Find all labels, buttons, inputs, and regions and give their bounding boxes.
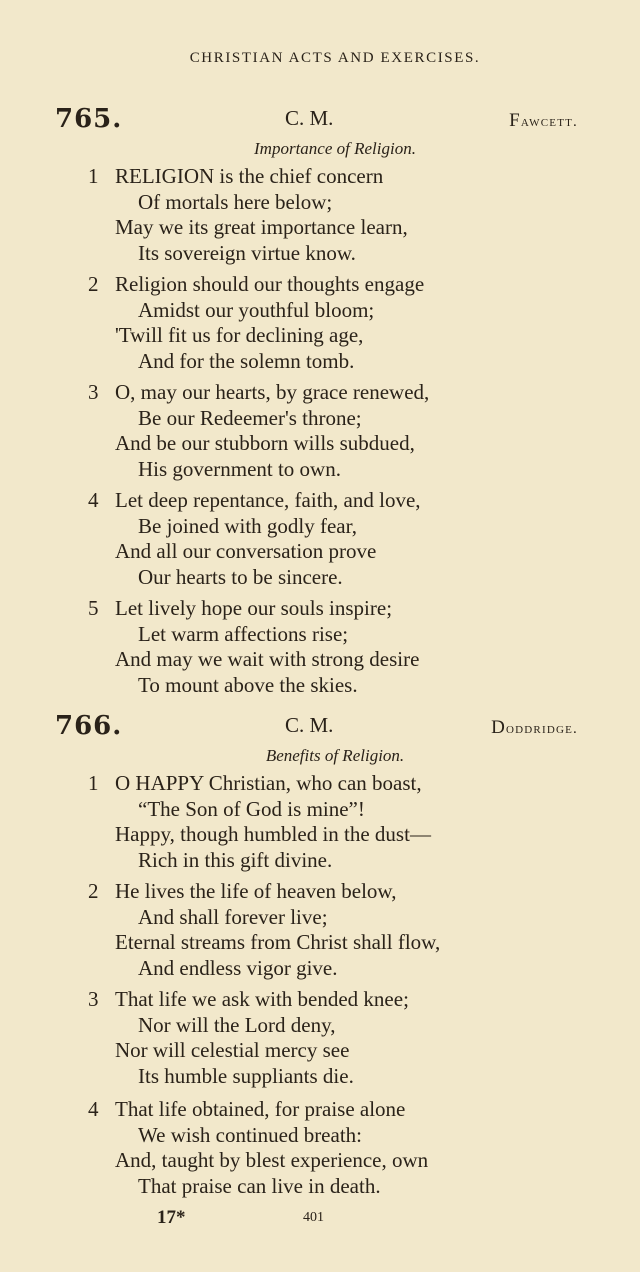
verse-line — [0, 241, 640, 267]
hymn-title: Benefits of Religion. — [265, 746, 405, 765]
verse-text: His government to own. — [138, 456, 341, 481]
verse-line — [0, 349, 640, 375]
verse-text: To mount above the skies. — [138, 672, 358, 697]
running-head: CHRISTIAN ACTS AND EXERCISES. — [189, 50, 481, 66]
verse-text: Let deep repentance, faith, and love, — [115, 488, 421, 512]
hymn-number: 765. — [55, 104, 123, 134]
verse-text: Be joined with godly fear, — [138, 513, 358, 538]
verse-text: That life we ask with bended knee; — [115, 987, 409, 1011]
verse-text: And endless vigor give. — [138, 955, 338, 980]
verse-line — [0, 1064, 640, 1090]
hymn-meter: C. M. — [285, 713, 334, 737]
verse-text: Our hearts to be sincere. — [138, 564, 343, 589]
hymn-number: 766. — [55, 711, 123, 741]
verse-line — [0, 956, 640, 982]
verse-text: That praise can live in death. — [138, 1173, 381, 1198]
verse-text: Religion should our thoughts engage — [115, 272, 425, 296]
verse-line — [0, 848, 640, 874]
verse-text: And may we wait with strong desire — [115, 647, 420, 671]
verse-line — [0, 673, 640, 699]
hymn-author: Doddridge. — [491, 717, 578, 738]
verse-line — [0, 1038, 640, 1064]
verse-text: Let lively hope our souls inspire; — [115, 596, 393, 620]
verse-line — [0, 596, 640, 622]
stanza — [0, 488, 640, 590]
stanza — [0, 596, 640, 698]
stanza-number: 3 — [88, 987, 99, 1011]
verse-line — [0, 1097, 640, 1123]
stanza-number: 2 — [88, 879, 99, 903]
stanza-number: 3 — [88, 380, 99, 404]
hymn-765 — [0, 104, 640, 704]
verse-line — [0, 905, 640, 931]
verse-line — [0, 1174, 640, 1200]
verse-text: RELIGION is the chief concern — [115, 164, 384, 188]
hymn-title: Importance of Religion. — [254, 139, 416, 158]
verse-text: Eternal streams from Christ shall flow, — [115, 930, 441, 954]
hymn-header — [0, 104, 640, 134]
stanza-number: 2 — [88, 272, 99, 296]
stanza — [0, 987, 640, 1089]
verse-line — [0, 565, 640, 591]
verse-line — [0, 215, 640, 241]
stanza — [0, 380, 640, 482]
stanza — [0, 879, 640, 981]
verse-text: May we its great importance learn, — [115, 215, 408, 239]
verse-line — [0, 406, 640, 432]
verse-line — [0, 272, 640, 298]
verse-line — [0, 622, 640, 648]
verse-text: And be our stubborn wills subdued, — [115, 431, 415, 455]
verse-line — [0, 431, 640, 457]
verse-text: Happy, though humbled in the dust— — [115, 822, 431, 846]
verse-text: Nor will celestial mercy see — [115, 1038, 350, 1062]
stanza — [0, 164, 640, 266]
verse-line — [0, 539, 640, 565]
stanza-number: 4 — [88, 1097, 99, 1121]
hymn-author: Fawcett. — [509, 110, 578, 131]
hymn-meter: C. M. — [285, 106, 334, 130]
page-number: 401 — [303, 1210, 324, 1225]
hymn-header — [0, 711, 640, 741]
verse-line — [0, 323, 640, 349]
page-footer — [0, 1207, 640, 1229]
verse-text: Its sovereign virtue know. — [138, 240, 356, 265]
signature-mark: 17* — [157, 1207, 186, 1228]
verse-line — [0, 647, 640, 673]
verse-line — [0, 771, 640, 797]
verse-text: Nor will the Lord deny, — [138, 1012, 336, 1037]
verse-text: Be our Redeemer's throne; — [138, 405, 362, 430]
verse-text: Of mortals here below; — [138, 189, 333, 214]
verse-line — [0, 1123, 640, 1149]
verse-line — [0, 190, 640, 216]
stanza-number: 1 — [88, 771, 99, 795]
verse-text: “The Son of God is mine”! — [138, 796, 365, 821]
verse-line — [0, 488, 640, 514]
verse-line — [0, 380, 640, 406]
stanza — [0, 771, 640, 873]
verse-line — [0, 822, 640, 848]
verse-text: O, may our hearts, by grace renewed, — [115, 380, 430, 404]
verse-text: And, taught by blest experience, own — [115, 1148, 429, 1172]
verse-line — [0, 164, 640, 190]
verse-text: We wish continued breath: — [138, 1122, 362, 1147]
verse-line — [0, 1148, 640, 1174]
verse-line — [0, 457, 640, 483]
verse-line — [0, 514, 640, 540]
verse-text: And for the solemn tomb. — [138, 348, 355, 373]
verse-text: Amidst our youthful bloom; — [138, 297, 375, 322]
verse-text: And all our conversation prove — [115, 539, 377, 563]
verse-line — [0, 797, 640, 823]
verse-text: That life obtained, for praise alone — [115, 1097, 406, 1121]
verse-text: He lives the life of heaven below, — [115, 879, 397, 903]
stanza — [0, 272, 640, 374]
stanza-number: 4 — [88, 488, 99, 512]
stanza-number: 5 — [88, 596, 99, 620]
verse-line — [0, 930, 640, 956]
verse-text: 'Twill fit us for declining age, — [115, 323, 364, 347]
verse-text: Rich in this gift divine. — [138, 847, 333, 872]
verse-line — [0, 1013, 640, 1039]
verse-text: O HAPPY Christian, who can boast, — [115, 771, 422, 795]
verse-line — [0, 987, 640, 1013]
verse-text: Let warm affections rise; — [138, 621, 349, 646]
verse-line — [0, 879, 640, 905]
verse-text: Its humble suppliants die. — [138, 1063, 354, 1088]
stanza-number: 1 — [88, 164, 99, 188]
verse-text: And shall forever live; — [138, 904, 328, 929]
stanza — [0, 1097, 640, 1199]
verse-line — [0, 298, 640, 324]
hymn-766 — [0, 711, 640, 1207]
